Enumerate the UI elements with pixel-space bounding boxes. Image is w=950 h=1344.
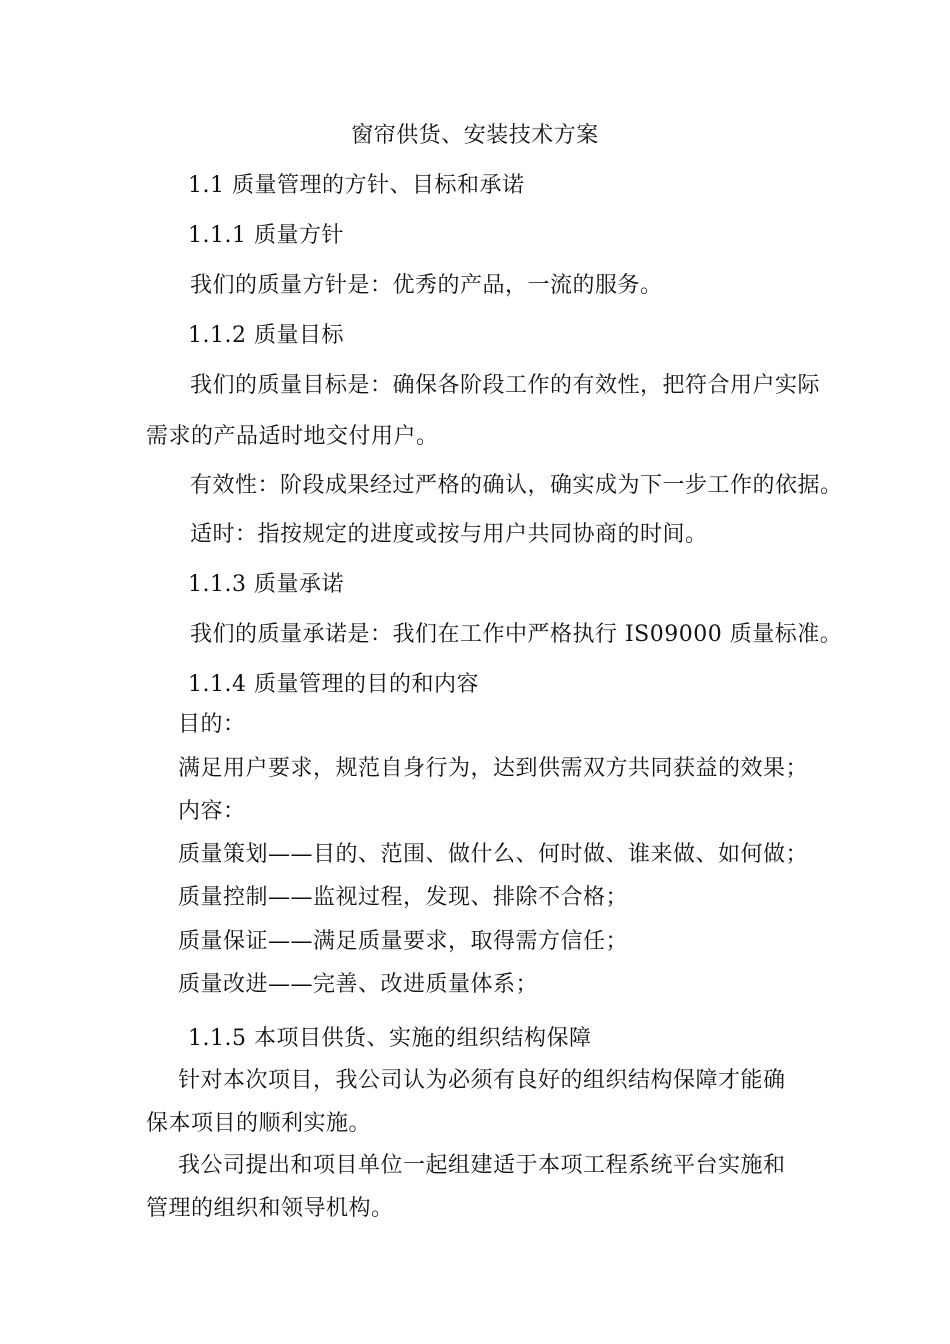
- content-item: 质量保证——满足质量要求，取得需方信任；: [178, 929, 629, 954]
- content-item: 质量控制——监视过程，发现、排除不合格；: [178, 885, 629, 910]
- org-paragraph-2-line-1: 我公司提出和项目单位一起组建适于本项工程系统平台实施和: [178, 1153, 786, 1178]
- section-heading-1-1-2: 1.1.2 质量目标: [188, 323, 344, 348]
- document-title: 窗帘供货、安装技术方案: [351, 123, 599, 148]
- org-paragraph-2-line-2: 管理的组织和领导机构。: [146, 1196, 394, 1221]
- section-heading-1-1-3: 1.1.3 质量承诺: [188, 572, 344, 597]
- org-paragraph-line-2: 保本项目的顺利实施。: [146, 1111, 372, 1136]
- promise-paragraph: 我们的质量承诺是：我们在工作中严格执行 IS09000 质量标准。: [190, 622, 843, 647]
- policy-paragraph: 我们的质量方针是：优秀的产品，一流的服务。: [190, 273, 663, 298]
- section-heading-1-1-5: 1.1.5 本项目供货、实施的组织结构保障: [188, 1026, 592, 1051]
- content-item: 质量改进——完善、改进质量体系；: [178, 972, 539, 997]
- org-paragraph-line-1: 针对本次项目，我公司认为必须有良好的组织结构保障才能确: [178, 1068, 786, 1093]
- effectiveness-paragraph: 有效性：阶段成果经过严格的确认，确实成为下一步工作的依据。: [190, 473, 843, 498]
- content-item: 质量策划——目的、范围、做什么、何时做、谁来做、如何做；: [178, 842, 809, 867]
- purpose-label: 目的：: [178, 712, 246, 737]
- purpose-paragraph: 满足用户要求，规范自身行为，达到供需双方共同获益的效果；: [178, 756, 809, 781]
- timely-paragraph: 适时：指按规定的进度或按与用户共同协商的时间。: [190, 522, 708, 547]
- goal-paragraph-line-1: 我们的质量目标是：确保各阶段工作的有效性，把符合用户实际: [190, 373, 821, 398]
- section-heading-1-1-1: 1.1.1 质量方针: [188, 223, 344, 248]
- content-label: 内容：: [178, 799, 246, 824]
- goal-paragraph-line-2: 需求的产品适时地交付用户。: [146, 424, 439, 449]
- section-heading-1-1-4: 1.1.4 质量管理的目的和内容: [188, 672, 479, 697]
- section-heading-1-1: 1.1 质量管理的方针、目标和承诺: [188, 173, 525, 198]
